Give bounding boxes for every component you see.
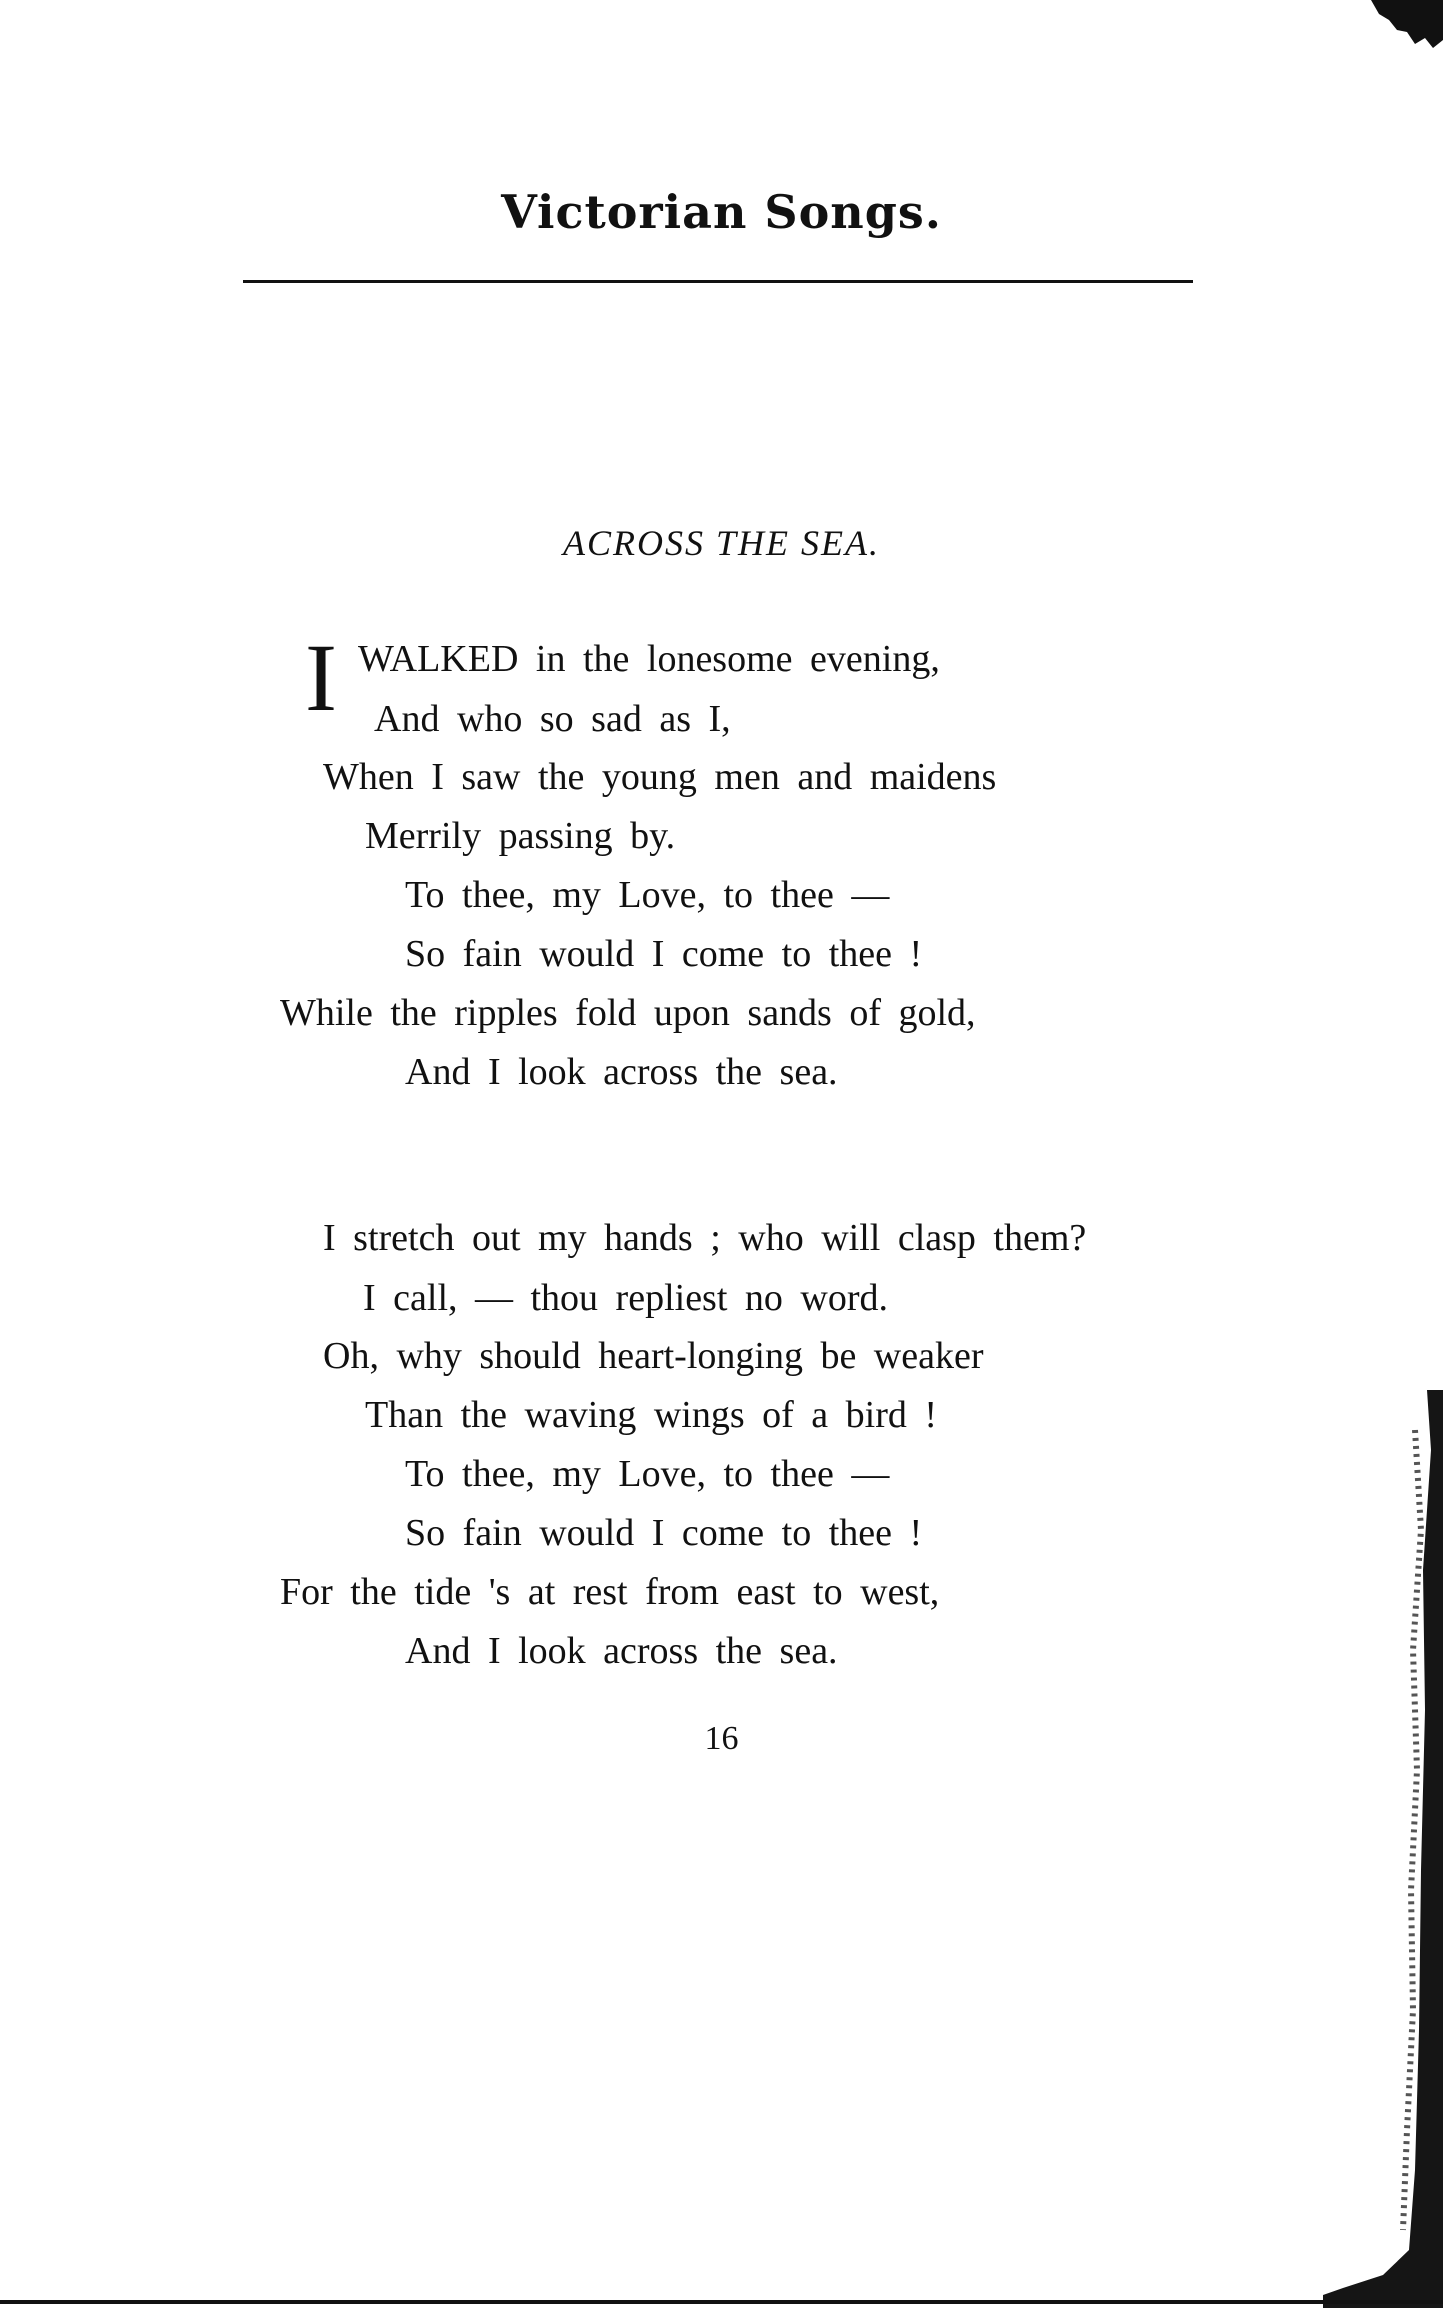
verse-line: And who so sad as I, bbox=[374, 698, 731, 740]
verse-line: For the tide 's at rest from east to west, bbox=[280, 1571, 940, 1613]
running-head: Victorian Songs. bbox=[501, 185, 942, 239]
verse-line: So fain would I come to thee ! bbox=[405, 933, 923, 975]
verse-line: While the ripples fold upon sands of gold, bbox=[280, 992, 976, 1034]
verse-line: Than the waving wings of a bird ! bbox=[365, 1394, 938, 1436]
verse-line: WALKED in the lonesome evening, bbox=[358, 638, 940, 680]
verse-line: And I look across the sea. bbox=[405, 1051, 838, 1093]
verse-line: When I saw the young men and maidens bbox=[323, 756, 997, 798]
verse-line: To thee, my Love, to thee — bbox=[405, 1453, 890, 1495]
header-rule bbox=[243, 280, 1193, 283]
verse-line: I stretch out my hands ; who will clasp them? bbox=[323, 1217, 1087, 1259]
bottom-edge-rule bbox=[0, 2300, 1443, 2304]
scan-edge-shadow-icon bbox=[1323, 1390, 1443, 2308]
verse-line: Merrily passing by. bbox=[365, 815, 676, 857]
drop-cap: I bbox=[305, 624, 337, 731]
verse-line: And I look across the sea. bbox=[405, 1630, 838, 1672]
poem-title: ACROSS THE SEA. bbox=[563, 523, 880, 563]
verse-line: So fain would I come to thee ! bbox=[405, 1512, 923, 1554]
page-number: 16 bbox=[704, 1720, 739, 1757]
verse-line: To thee, my Love, to thee — bbox=[405, 874, 890, 916]
verse-line: I call, — thou repliest no word. bbox=[363, 1277, 889, 1319]
verse-line: Oh, why should heart-longing be weaker bbox=[323, 1335, 984, 1377]
ink-blot-icon bbox=[1363, 0, 1443, 60]
